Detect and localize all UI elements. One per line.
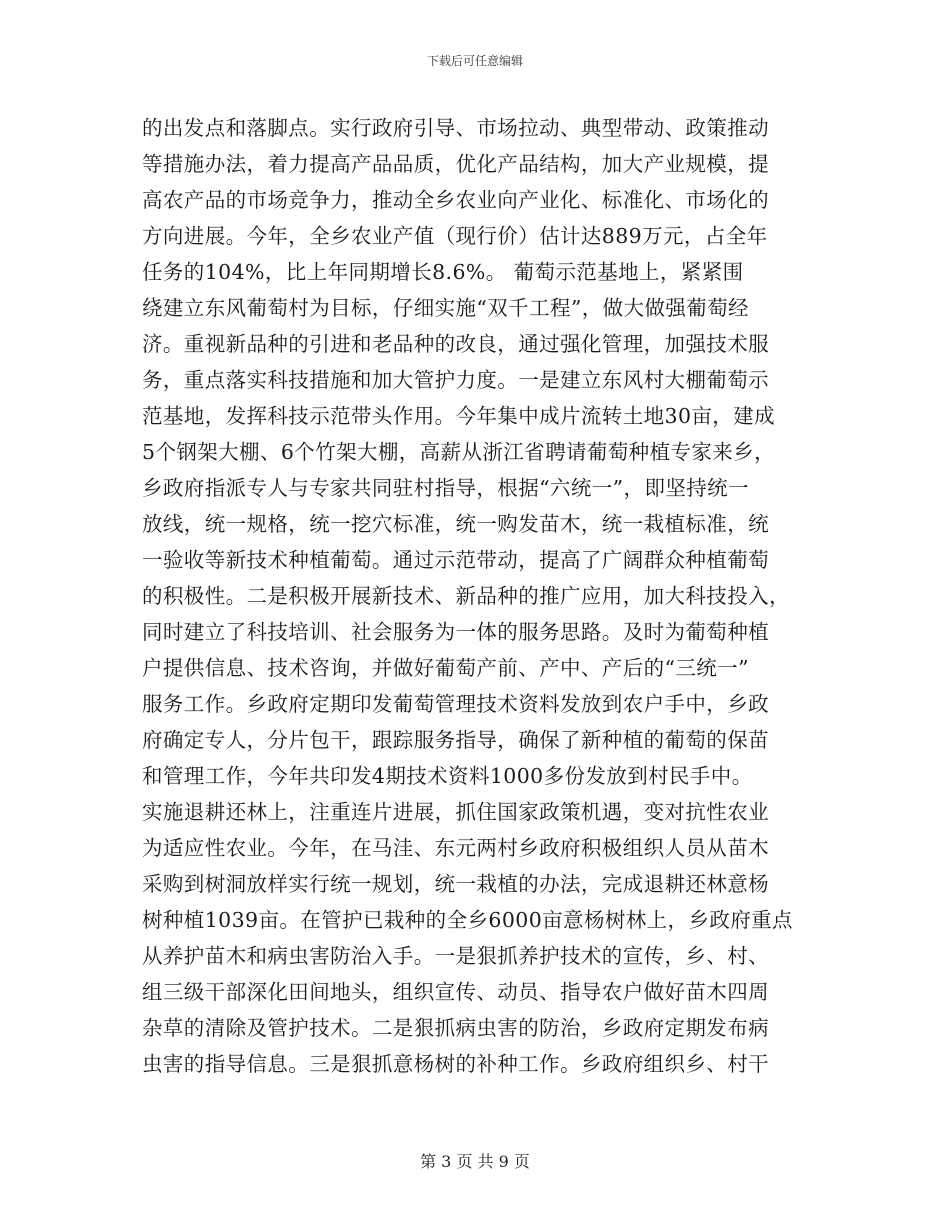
body-line: 杂草的清除及管护技术。二是狠抓病虫害的防治，乡政府定期发布病 (142, 1016, 769, 1040)
body-line: 范基地，发挥科技示范带头作用。今年集中成片流转土地30亩，建成 (142, 404, 775, 428)
body-line: 树种植1039亩。在管护已栽种的全乡6000亩意杨树林上，乡政府重点 (142, 908, 793, 932)
body-line: 实施退耕还林上，注重连片进展，抓住国家政策机遇，变对抗性农业 (142, 800, 769, 824)
body-line: 虫害的指导信息。三是狠抓意杨树的补种工作。乡政府组织乡、村干 (142, 1052, 769, 1076)
page-number: 第 3 页 共 9 页 (420, 1152, 530, 1171)
body-line: 任务的104%，比上年同期增长8.6%。 葡萄示范基地上，紧紧围 (142, 260, 744, 284)
body-line: 为适应性农业。今年，在马洼、东元两村乡政府积极组织人员从苗木 (142, 836, 769, 860)
body-line: 等措施办法，着力提高产品品质，优化产品结构，加大产业规模，提 (142, 152, 769, 176)
page-header: 下载后可任意编辑 (426, 54, 523, 68)
body-line: 采购到树洞放样实行统一规划，统一栽植的办法，完成退耕还林意杨 (142, 872, 769, 896)
body-line: 服务工作。乡政府定期印发葡萄管理技术资料发放到农户手中，乡政 (142, 692, 769, 716)
body-line: 务，重点落实科技措施和加大管护力度。一是建立东风村大棚葡萄示 (142, 368, 769, 392)
body-line: 同时建立了科技培训、社会服务为一体的服务思路。及时为葡萄种植 (142, 620, 769, 644)
body-line: 的出发点和落脚点。实行政府引导、市场拉动、典型带动、政策推动 (142, 116, 769, 140)
body-line: 高农产品的市场竞争力，推动全乡农业向产业化、标准化、市场化的 (142, 188, 769, 212)
body-line: 和管理工作，今年共印发4期技术资料1000多份发放到村民手中。 (142, 764, 753, 788)
body-line: 乡政府指派专人与专家共同驻村指导，根据“六统一”，即坚持统一 (142, 476, 749, 500)
body-line: 的积极性。二是积极开展新技术、新品种的推广应用，加大科技投入， (142, 584, 790, 608)
body-line: 济。重视新品种的引进和老品种的改良，通过强化管理，加强技术服 (142, 332, 769, 356)
body-line: 府确定专人，分片包干，跟踪服务指导，确保了新种植的葡萄的保苗 (142, 728, 769, 752)
body-line: 方向进展。今年，全乡农业产值（现行价）估计达889万元，占全年 (142, 224, 768, 248)
body-line: 从养护苗木和病虫害防治入手。一是狠抓养护技术的宣传，乡、村、 (142, 944, 769, 968)
body-line: 组三级干部深化田间地头，组织宣传、动员、指导农户做好苗木四周 (142, 980, 769, 1004)
body-line: 户提供信息、技术咨询，并做好葡萄产前、产中、产后的“三统一” (142, 656, 749, 680)
document-body (142, 110, 808, 1082)
body-line: 5个钢架大棚、6个竹架大棚，高薪从浙江省聘请葡萄种植专家来乡， (142, 440, 775, 464)
body-line: 放线，统一规格，统一挖穴标准，统一购发苗木，统一栽植标准，统 (142, 512, 769, 536)
body-line: 一验收等新技术种植葡萄。通过示范带动，提高了广阔群众种植葡萄 (142, 548, 769, 572)
body-line: 绕建立东风葡萄村为目标，仔细实施“双千工程”，做大做强葡萄经 (142, 296, 749, 320)
